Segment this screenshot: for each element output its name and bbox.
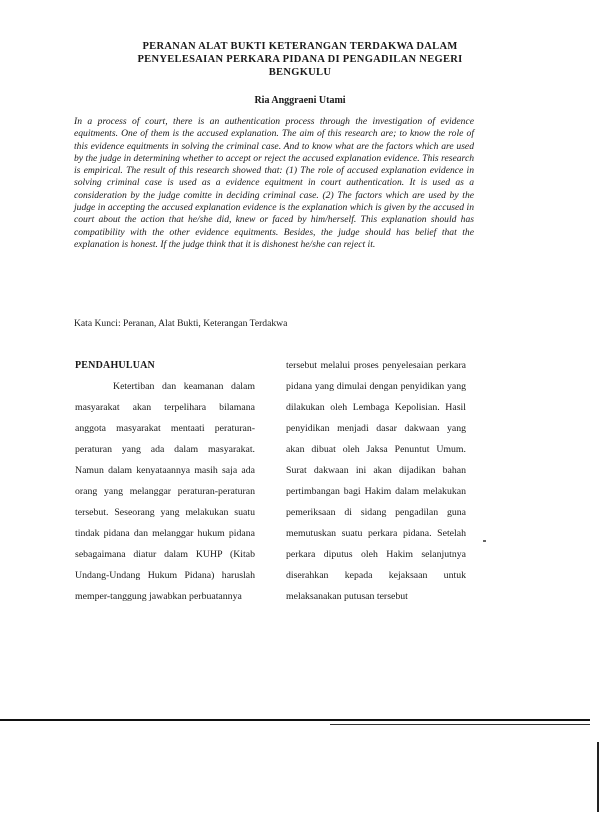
title-line: PERANAN ALAT BUKTI KETERANGAN TERDAKWA DALAM <box>142 41 458 52</box>
body-paragraph: tersebut melalui proses penyelesaian perkara pidana yang dimulai dengan penyidikan yang dilakukan oleh Lembaga Kepolisian. Hasil penyidikan menjadi dasar dakwaan yang akan dibuat oleh Jaksa Penuntut Umum. Surat dakwaan ini akan dijadikan bahan pertimbangan bagi Hakim dalam melakukan pemeriksaan di sidang pengadilan guna memutuskan suatu perkara pidana. Setelah perkara diputus oleh Hakim selanjutnya diserahkan kepada kejaksaan untuk melaksanakan putusan tersebut <box>286 360 466 602</box>
title-line: PENYELESAIAN PERKARA PIDANA DI PENGADILAN NEGERI <box>137 54 463 65</box>
section-heading: PENDAHULUAN <box>75 360 155 371</box>
keywords: Kata Kunci: Peranan, Alat Bukti, Keterangan Terdakwa <box>74 318 288 329</box>
right-column <box>286 355 466 607</box>
footer-rule-thin <box>330 724 590 725</box>
author-name: Ria Anggraeni Utami <box>254 95 346 106</box>
title-line: BENGKULU <box>268 67 332 78</box>
footer-rule <box>0 719 590 721</box>
abstract-text: In a process of court, there is an authentication process through the investigation of evidence equitments. One of them is the accused explanation. The aim of this research are; to know the role of this evidence equitments in solving the criminal case. And to know what are the factors which are used by the judge in determining whether to accept or reject the accused explanation evidence. This research is empirical. The result of this research showed that: (1) The role of accused explanation evidence in solving criminal case is used as a evidence equitment in court authentication. It is used as a consideration by the judge comitte in deciding criminal case. (2) The factors which are used by the judge in accepting the accused explanation evidence is the explanation which is given by the accused in court about the action that he/she did, knew or faced by him/herself. This explanation should has compatibility with the other evidence equitments. Besides, the judge should has belief that the explanation is honest. If the judge think that it is dishonest he/she can reject it. <box>74 116 474 250</box>
scan-speck <box>483 540 486 542</box>
left-column <box>75 355 255 607</box>
scan-edge-mark <box>597 742 599 812</box>
body-paragraph: Ketertiban dan keamanan dalam masyarakat akan terpelihara bilamana anggota masyarakat mentaati peraturan-peraturan yang ada dalam masyarakat. Namun dalam kenyataannya masih saja ada orang yang melanggar peraturan-peraturan tersebut. Seseorang yang melakukan suatu tindak pidana dan melanggar hukum pidana sebagaimana diatur dalam KUHP (Kitab Undang-Undang Hukum Pidana) haruslah memper-tanggung jawabkan perbuatannya <box>75 381 255 602</box>
paper-title <box>90 40 510 79</box>
